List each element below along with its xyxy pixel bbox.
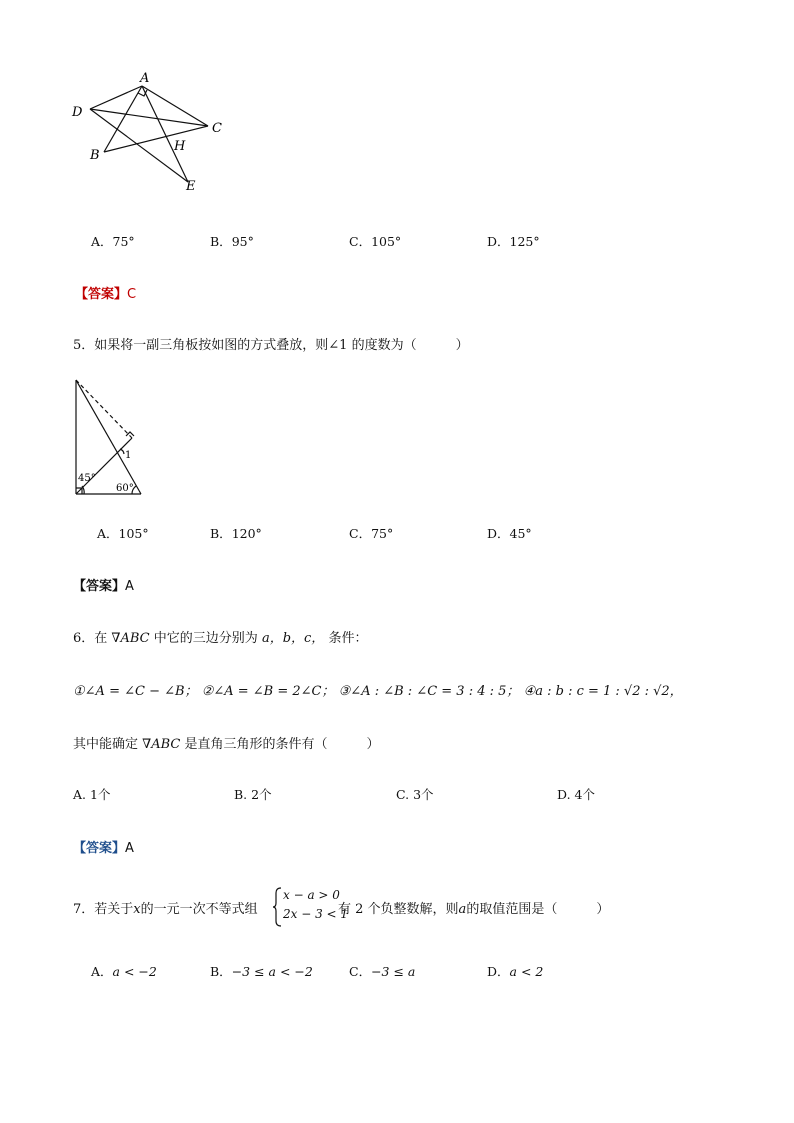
q5-arc-1 <box>120 449 124 454</box>
q6-question-pre: 其中能确定 <box>73 737 139 752</box>
q4-answer <box>75 283 136 302</box>
q6-stem <box>73 627 367 646</box>
q7-option-b[interactable] <box>210 962 313 980</box>
q6-option-a[interactable] <box>73 785 110 803</box>
q6-triangle: ∇ABC <box>111 631 150 646</box>
q6-condition-3: ③∠A : ∠B : ∠C = 3 : 4 : 5； <box>338 684 520 699</box>
q7-system-brace <box>272 887 282 927</box>
q6-question <box>73 733 380 752</box>
q4-option-c-value: 105° <box>371 234 402 249</box>
q5-option-c[interactable] <box>349 524 393 542</box>
q5-option-a[interactable] <box>97 524 149 542</box>
q7-stem-pre: 7．若关于 <box>73 902 134 917</box>
q6-stem-pre: 6．在 <box>73 631 108 646</box>
q4-line-DC <box>90 109 208 126</box>
q4-line-DA <box>90 86 142 109</box>
q6-option-a-value: 1个 <box>90 787 111 802</box>
q5-option-a-value: 105° <box>118 526 149 541</box>
q7-stem-mid: 的一元一次不等式组 <box>140 902 258 917</box>
q6-option-b[interactable] <box>234 785 272 803</box>
q6-question-triangle: ∇ABC <box>142 737 181 752</box>
q5-option-a-letter: A． <box>97 526 119 541</box>
q6-option-b-value: 2个 <box>251 787 272 802</box>
q4-option-d-value: 125° <box>509 234 540 249</box>
q4-option-c-letter: C． <box>349 234 372 249</box>
q7-stem-end <box>338 898 609 917</box>
q5-answer <box>73 575 134 594</box>
q6-stem-post: 中它的三边分别为 <box>153 631 258 646</box>
q7-stem-post1: 有 2 个负整数解，则 <box>338 902 459 917</box>
q6-answer-value: A <box>125 841 134 856</box>
q7-option-d-letter: D． <box>487 964 510 979</box>
q6-option-c-value: 3个 <box>413 787 434 802</box>
q5-label-60: 60° <box>116 483 134 494</box>
q4-option-c[interactable] <box>349 232 401 250</box>
q4-option-b[interactable] <box>210 232 254 250</box>
q7-option-a-value: a < −2 <box>112 964 157 979</box>
q4-option-d[interactable] <box>487 232 540 250</box>
q4-option-a[interactable] <box>91 232 135 250</box>
q4-answer-tag: 【答案】 <box>75 287 128 302</box>
q6-question-post: 是直角三角形的条件有（ ） <box>184 737 380 752</box>
q6-option-a-letter: A. <box>73 787 87 802</box>
q7-option-d-value: a < 2 <box>509 964 544 979</box>
q5-option-b[interactable] <box>210 524 262 542</box>
q4-option-b-value: 95° <box>231 234 254 249</box>
q5-label-1: 1 <box>125 450 132 461</box>
q7-inequality-1: x − a > 0 <box>283 888 340 902</box>
q5-figure <box>70 376 150 500</box>
q6-sides: a，b，c， <box>261 631 325 646</box>
q4-label-E: E <box>186 179 196 194</box>
q4-label-D: D <box>72 105 83 120</box>
q5-stem: 5．如果将一副三角板按如图的方式叠放，则∠1 的度数为（ ） <box>73 338 469 353</box>
q4-label-B: B <box>90 148 100 163</box>
q7-option-d[interactable] <box>487 962 543 980</box>
q4-label-C: C <box>212 121 222 136</box>
q5-option-d-letter: D． <box>487 526 510 541</box>
q6-conditions <box>73 680 683 699</box>
q4-figure <box>60 64 240 200</box>
q6-condition-2: ②∠A = ∠B = 2∠C； <box>201 684 335 699</box>
q7-var-x: x <box>133 902 141 917</box>
q4-option-d-letter: D． <box>487 234 510 249</box>
q4-option-a-value: 75° <box>112 234 135 249</box>
q5-option-c-value: 75° <box>371 526 394 541</box>
q6-option-b-letter: B. <box>234 787 248 802</box>
q7-option-a[interactable] <box>91 962 157 980</box>
q6-option-c-letter: C. <box>396 787 410 802</box>
q6-condition-4: ④a : b : c = 1 : √2 : √2， <box>523 684 683 699</box>
q5-option-b-letter: B． <box>210 526 232 541</box>
q6-answer-tag: 【答案】 <box>73 841 126 856</box>
q7-stem-post2: 的取值范围是（ ） <box>466 902 610 917</box>
q4-label-H: H <box>174 139 186 154</box>
q5-option-d-value: 45° <box>509 526 532 541</box>
q5-option-b-value: 120° <box>231 526 262 541</box>
q7-option-c[interactable] <box>349 962 415 980</box>
q6-stem-end: 条件： <box>328 631 368 646</box>
q7-var-a: a <box>458 902 467 917</box>
q7-option-a-letter: A． <box>91 964 113 979</box>
q7-option-c-value: −3 ≤ a <box>371 964 416 979</box>
q4-option-b-letter: B． <box>210 234 232 249</box>
q4-label-A: A <box>140 71 150 86</box>
q4-line-BC <box>104 126 208 152</box>
q6-option-d[interactable] <box>557 785 595 803</box>
q6-option-c[interactable] <box>396 785 434 803</box>
q7-option-b-letter: B． <box>210 964 232 979</box>
q5-label-45: 45° <box>78 473 96 484</box>
q7-inequality-2: 2x − 3 < 1 <box>283 907 349 921</box>
q6-option-d-letter: D. <box>557 787 571 802</box>
q4-option-a-letter: A． <box>91 234 113 249</box>
q4-answer-value: C <box>127 287 137 302</box>
q7-stem-start <box>73 898 258 917</box>
q5-option-c-letter: C． <box>349 526 372 541</box>
q5-answer-tag: 【答案】 <box>73 579 126 594</box>
q6-answer <box>73 837 134 856</box>
q5-answer-value: A <box>125 579 134 594</box>
q7-option-b-value: −3 ≤ a < −2 <box>231 964 313 979</box>
q4-line-AB <box>104 86 142 152</box>
q7-option-c-letter: C． <box>349 964 372 979</box>
q5-option-d[interactable] <box>487 524 532 542</box>
q6-option-d-value: 4个 <box>574 787 595 802</box>
q6-condition-1: ①∠A = ∠C − ∠B； <box>73 684 198 699</box>
